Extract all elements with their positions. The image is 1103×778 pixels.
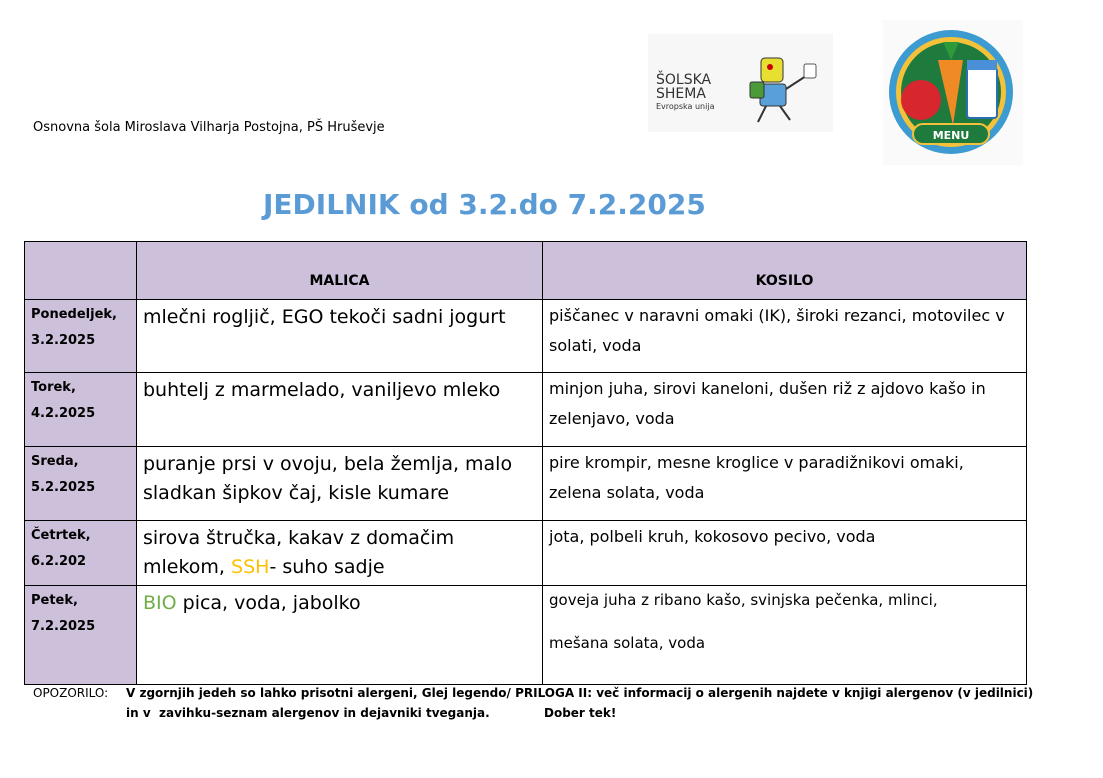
day-date: 6.2.202 [31, 554, 87, 569]
day-cell [25, 373, 137, 447]
malica-text: sirova štručka, kakav z domačim mlekom, [143, 527, 455, 578]
bio-label: BIO [143, 592, 177, 614]
day-name: Četrtek, [31, 528, 91, 543]
table-row [25, 521, 1027, 586]
page-title: JEDILNIK od 3.2.do 7.2.2025 [263, 188, 706, 221]
col-header-malica-label: MALICA [309, 273, 370, 289]
col-header-malica [137, 242, 543, 300]
table-header-row [25, 242, 1027, 300]
shema-logo-line3: Evropska unija [656, 102, 715, 111]
kosilo-cell [543, 586, 1027, 685]
day-cell [25, 586, 137, 685]
day-date: 7.2.2025 [31, 619, 96, 634]
allergen-note [33, 683, 1033, 703]
table-row [25, 447, 1027, 521]
note-line-1: V zgornjih jedeh so lahko prisotni alergeni, Glej legendo/ PRILOGA II: več informacij o alergenih najdete v knjigi alergenov (v jedilnici) [126, 686, 1034, 700]
day-name: Ponedeljek, [31, 307, 117, 322]
kosilo-cell: minjon juha, sirovi kaneloni, dušen riž z ajdovo kašo in zelenjavo, voda [543, 373, 1027, 447]
kosilo-line-2: mešana solata, voda [549, 634, 706, 652]
malica-text: pica, voda, jabolko [176, 592, 361, 614]
school-name-text: Osnovna šola Miroslava Vilharja Postojna, [33, 120, 303, 135]
menu-logo [883, 20, 1023, 165]
malica-cell: mlečni rogljič, EGO tekoči sadni jogurt [137, 300, 543, 373]
note-label: OPOZORILO: [33, 686, 109, 700]
day-cell [25, 447, 137, 521]
solska-shema-logo [648, 34, 833, 132]
day-cell [25, 300, 137, 373]
col-header-kosilo-label: KOSILO [755, 273, 814, 289]
day-name: Torek, [31, 380, 76, 395]
malica-cell [137, 586, 543, 685]
branch-name: PŠ Hruševje [307, 120, 385, 135]
table-row [25, 586, 1027, 685]
col-header-kosilo [543, 242, 1027, 300]
malica-text-suffix: - suho sadje [269, 556, 385, 578]
ssh-label: SSH [231, 556, 270, 578]
note-line-2: in v zavihku-seznam alergenov in dejavniki tveganja. [126, 706, 490, 720]
day-date: 4.2.2025 [31, 406, 96, 421]
shema-logo-line1: ŠOLSKA [656, 72, 712, 88]
malica-cell: puranje prsi v ovoju, bela žemlja, malo sladkan šipkov čaj, kisle kumare [137, 447, 543, 521]
greeting: Dober tek! [543, 706, 617, 720]
kosilo-cell: piščanec v naravni omaki (IK), široki rezanci, motovilec v solati, voda [543, 300, 1027, 373]
kosilo-line-1: goveja juha z ribano kašo, svinjska pečenka, mlinci, [549, 591, 938, 609]
kosilo-cell: pire krompir, mesne kroglice v paradižnikovi omaki, zelena solata, voda [543, 447, 1027, 521]
day-name: Sreda, [31, 454, 79, 469]
day-date: 3.2.2025 [31, 333, 96, 348]
day-date: 5.2.2025 [31, 480, 96, 495]
shema-logo-line2: SHEMA [656, 86, 706, 102]
school-name [33, 120, 385, 135]
menu-logo-text: MENU [932, 129, 970, 142]
menu-table [24, 241, 1027, 685]
malica-cell [137, 521, 543, 586]
note-line-2-row [126, 703, 616, 723]
table-row [25, 373, 1027, 447]
malica-cell: buhtelj z marmelado, vaniljevo mleko [137, 373, 543, 447]
day-name: Petek, [31, 593, 78, 608]
day-cell [25, 521, 137, 586]
header-corner [25, 242, 137, 300]
table-row [25, 300, 1027, 373]
kosilo-cell: jota, polbeli kruh, kokosovo pecivo, voda [543, 521, 1027, 586]
